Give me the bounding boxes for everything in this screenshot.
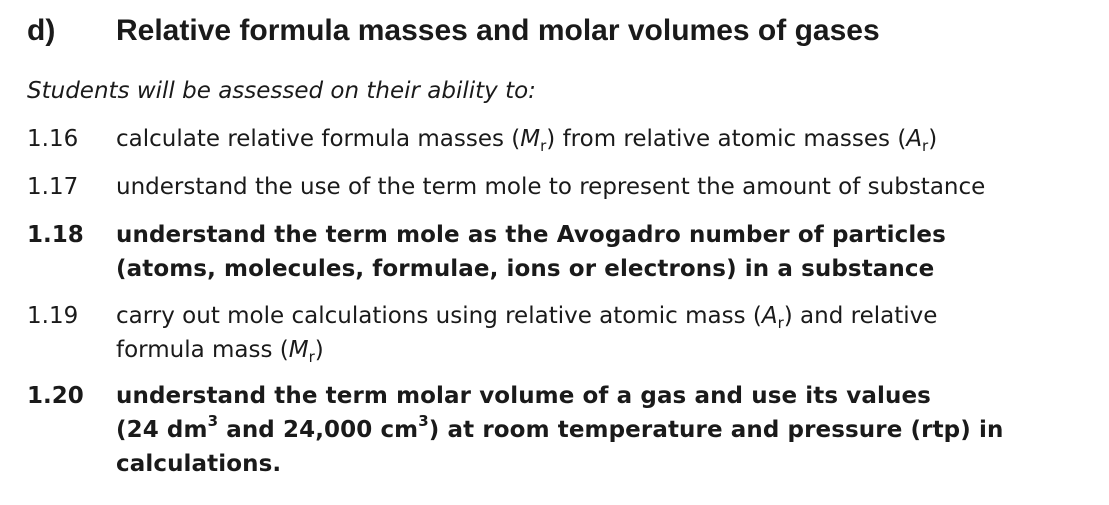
item-text-line — [116, 299, 1096, 333]
section-letter: d) — [27, 14, 56, 47]
symbol-a: A — [906, 126, 923, 152]
item-text-part: ) and relative — [783, 303, 938, 329]
subscript-r: r — [308, 348, 315, 366]
superscript-3: 3 — [207, 412, 219, 430]
item-text — [116, 379, 1096, 481]
item-text-part: formula mass ( — [116, 337, 289, 363]
symbol-a: A — [761, 303, 778, 329]
item-text-part: ) — [314, 337, 324, 363]
item-text: understand the use of the term mole to represent the amount of substance — [116, 174, 986, 200]
item-text-part: calculate relative formula masses ( — [116, 126, 521, 152]
item-text — [116, 218, 1096, 286]
item-text-part: (24 dm — [116, 417, 208, 443]
superscript-3: 3 — [418, 412, 429, 430]
section-title: Relative formula masses and molar volumes of gases — [116, 14, 880, 47]
intro-text: Students will be assessed on their ability to: — [27, 78, 536, 104]
subscript-r: r — [540, 137, 547, 155]
item-text — [116, 299, 1096, 367]
subscript-r: r — [777, 314, 784, 332]
item-number: 1.20 — [27, 383, 84, 409]
item-number: 1.19 — [27, 303, 79, 329]
item-text-line: understand the term mole as the Avogadro number of particles — [116, 222, 946, 248]
item-text-line — [116, 413, 1096, 447]
symbol-m: M — [288, 337, 309, 363]
item-text-part: and 24,000 cm — [218, 417, 419, 443]
item-text-line: (atoms, molecules, formulae, ions or electrons) in a substance — [116, 256, 935, 282]
item-text-line: calculations. — [116, 451, 282, 477]
item-number: 1.16 — [27, 126, 79, 152]
item-text — [116, 122, 1096, 156]
item-number: 1.17 — [27, 174, 79, 200]
item-text-part: ) from relative atomic masses ( — [546, 126, 907, 152]
item-text-line: understand the term molar volume of a gas and use its values — [116, 383, 931, 409]
item-text-line — [116, 333, 1096, 367]
item-text-part: ) — [928, 126, 938, 152]
symbol-m: M — [520, 126, 541, 152]
item-number: 1.18 — [27, 222, 84, 248]
item-text-part: ) at room temperature and pressure (rtp) in — [428, 417, 1004, 443]
subscript-r: r — [922, 137, 929, 155]
item-text-part: carry out mole calculations using relative atomic mass ( — [116, 303, 762, 329]
